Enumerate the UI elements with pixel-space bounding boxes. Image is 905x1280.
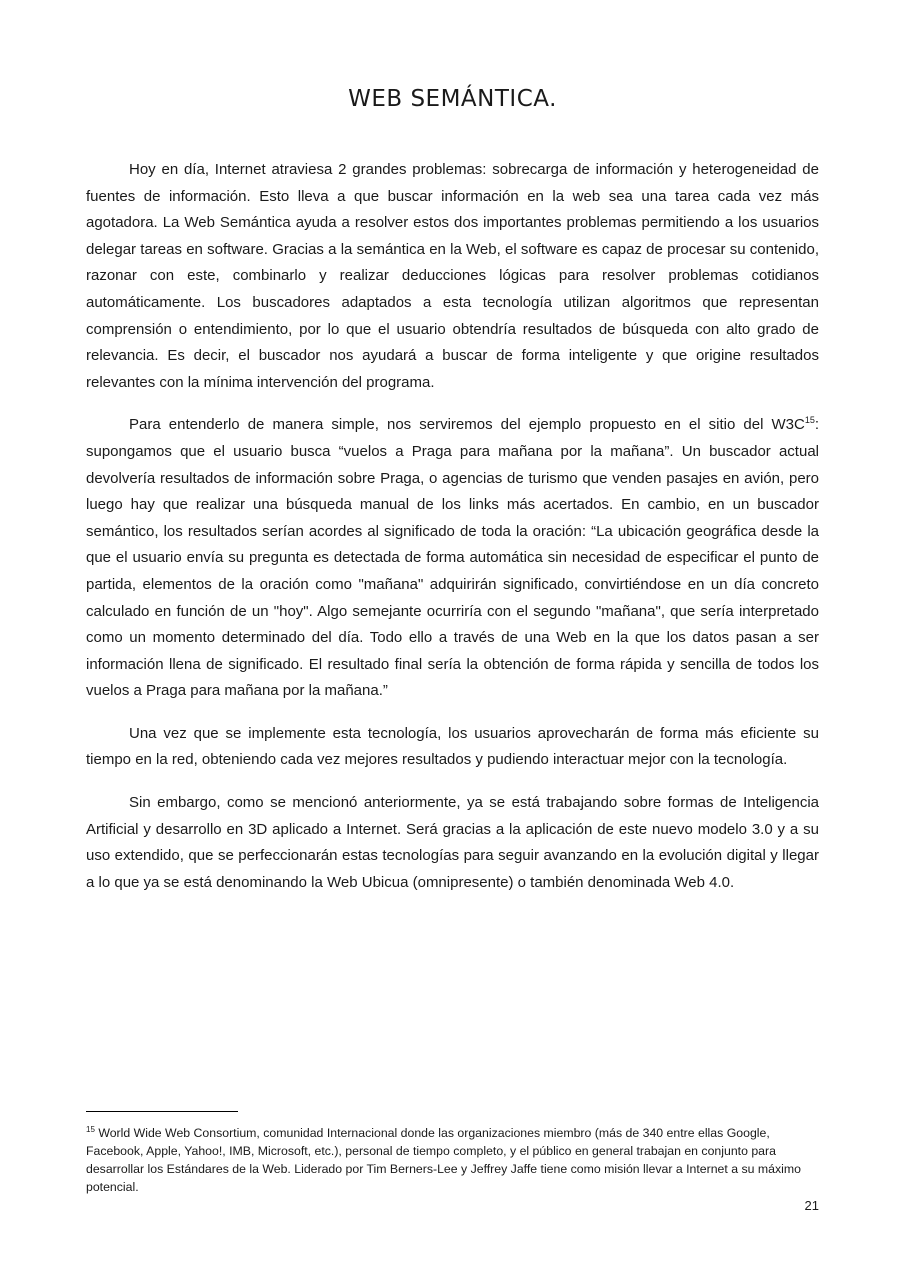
page-title: WEB SEMÁNTICA.: [348, 86, 557, 112]
paragraph-2-text-after-ref: : supongamos que el usuario busca “vuelos a Praga para mañana por la mañana”. Un buscador actual devolvería resultados de información sobre Praga, o agencias de turismo que venden pasajes en avión, pero luego hay que realizar una búsqueda manual de los links más acertados. En cambio, en un buscador semántico, los resultados serían acordes al significado de toda la oración: “La ubicación geográfica desde la que el usuario envía su pregunta es detectada de forma automática sin necesidad de especificar el punto de partida, elementos de la oración como "mañana" adquirirán significado, convirtiéndose en un día concreto calculado en función de un "hoy". Algo semejante ocurriría con el segundo "mañana", que sería interpretado como un momento determinado del día. Todo ello a través de una Web en la que los datos pasan a ser información llena de significado. El resultado final sería la obtención de forma rápida y sencilla de todos los vuelos a Praga para mañana por la mañana.”: [86, 416, 819, 700]
footnote-text: World Wide Web Consortium, comunidad Internacional donde las organizaciones miembro (más de 340 entre ellas Google, Facebook, Apple, Yahoo!, IMB, Microsoft, etc.), personal de tiempo completo, y el público en general trabajan en conjunto para desarrollar los Estándares de la Web. Liderado por Tim Berners-Lee y Jeffrey Jaffe tiene como misión llevar a Internet a su máximo potencial.: [86, 1126, 801, 1194]
paragraph-2-text-before-ref: Para entenderlo de manera simple, nos serviremos del ejemplo propuesto en el sitio del W3C: [129, 416, 805, 434]
page-number: 21: [804, 1198, 819, 1213]
footnote-reference: 15: [804, 415, 815, 426]
body-text: [86, 157, 819, 912]
footnote-number: 15: [86, 1124, 95, 1134]
paragraph-3: Una vez que se implemente esta tecnología, los usuarios aprovecharán de forma más eficiente su tiempo en la red, obteniendo cada vez mejores resultados y pudiendo interactuar mejor con la tecnología.: [86, 724, 819, 769]
footnote: [86, 1124, 819, 1196]
paragraph-4: Sin embargo, como se mencionó anteriormente, ya se está trabajando sobre formas de Inteligencia Artificial y desarrollo en 3D aplicado a Internet. Será gracias a la aplicación de este nuevo modelo 3.0 y a su uso extendido, que se perfeccionarán estas tecnologías para seguir avanzando en la evolución digital y llegar a lo que ya se está denominando la Web Ubicua (omnipresente) o también denominada Web 4.0.: [86, 794, 819, 891]
paragraph-2: [86, 412, 819, 705]
footnote-divider: [86, 1111, 238, 1112]
paragraph-1: Hoy en día, Internet atraviesa 2 grandes problemas: sobrecarga de información y heterogeneidad de fuentes de información. Esto lleva a que buscar información en la web sea una tarea cada vez más agotadora. La Web Semántica ayuda a resolver estos dos importantes problemas permitiendo a los usuarios delegar tareas en software. Gracias a la semántica en la Web, el software es capaz de procesar su contenido, razonar con este, combinarlo y realizar deducciones lógicas para resolver problemas cotidianos automáticamente. Los buscadores adaptados a esta tecnología utilizan algoritmos que representan comprensión o entendimiento, por lo que el usuario obtendría resultados de búsqueda con alto grado de relevancia. Es decir, el buscador nos ayudará a buscar de forma inteligente y que origine resultados relevantes con la mínima intervención del programa.: [86, 161, 819, 391]
